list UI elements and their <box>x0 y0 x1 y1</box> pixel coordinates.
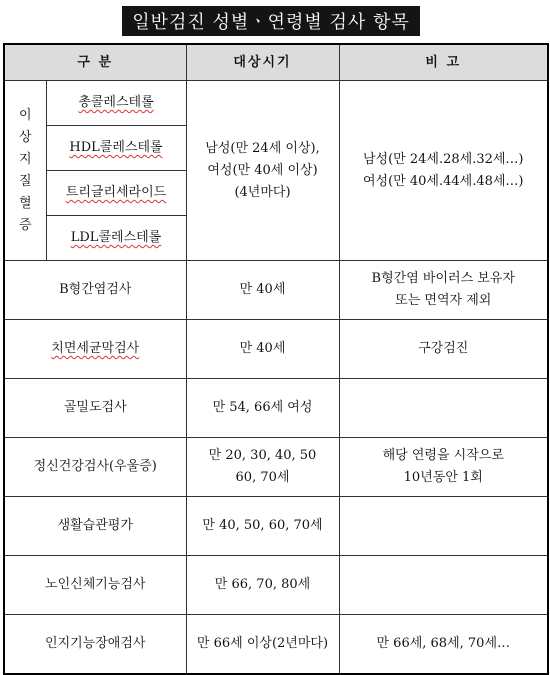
exam-note <box>339 320 548 379</box>
table-row <box>4 261 548 320</box>
group-char: 상 <box>18 129 32 145</box>
target-line: 만 20, 30, 40, 50 <box>208 448 317 463</box>
header-note: 비 고 <box>339 44 548 81</box>
target-line: 만 40세 <box>239 341 286 356</box>
table-row <box>4 438 548 497</box>
target-line: (4년마다) <box>234 184 291 200</box>
target-line: 60, 70세 <box>235 470 290 485</box>
exam-label: 치면세균막검사 <box>51 341 140 356</box>
exam-name: B형간염검사 <box>4 261 186 320</box>
item-label: HDL콜레스테롤 <box>69 140 163 155</box>
page-title: 일반검진 성별ㆍ연령별 검사 항목 <box>122 6 420 36</box>
note-line: 남성(만 24세.28세.32세…) <box>362 151 524 167</box>
header-target: 대상시기 <box>186 44 339 81</box>
checkup-table <box>3 43 549 675</box>
note-line: 또는 면역자 제외 <box>395 293 492 308</box>
target-line: 만 40, 50, 60, 70세 <box>202 518 323 533</box>
exam-name: 인지기능장애검사 <box>4 615 186 674</box>
group-char: 지 <box>18 151 32 167</box>
exam-target <box>186 320 339 379</box>
exam-name: 골밀도검사 <box>4 379 186 438</box>
table-row <box>4 320 548 379</box>
group-char: 이 <box>18 107 32 123</box>
dyslipidemia-group-label <box>4 81 46 261</box>
group-char: 혈 <box>18 195 32 211</box>
table-row <box>4 615 548 674</box>
exam-target <box>186 556 339 615</box>
exam-target <box>186 379 339 438</box>
exam-name <box>4 320 186 379</box>
item-name <box>46 216 186 261</box>
table-row <box>4 497 548 556</box>
target-line: 만 66세 이상(2년마다) <box>196 635 329 651</box>
exam-target <box>186 615 339 674</box>
header-category: 구 분 <box>4 44 186 81</box>
exam-target <box>186 438 339 497</box>
exam-name: 정신건강검사(우울증) <box>4 438 186 497</box>
item-name <box>46 171 186 216</box>
table-row <box>4 379 548 438</box>
note-line: 해당 연령을 시작으로 <box>382 448 504 463</box>
note-line: 여성(만 40세.44세.48세…) <box>362 173 524 189</box>
exam-target <box>186 497 339 556</box>
dyslipidemia-target <box>186 81 339 261</box>
item-label: 트리글리세라이드 <box>65 185 167 200</box>
item-name <box>46 126 186 171</box>
note-line: 만 66세, 68세, 70세… <box>376 635 511 651</box>
exam-name: 노인신체기능검사 <box>4 556 186 615</box>
item-name <box>46 81 186 126</box>
exam-note <box>339 497 548 556</box>
group-char: 증 <box>18 217 32 233</box>
note-line: 구강검진 <box>418 341 469 356</box>
table-row <box>4 556 548 615</box>
exam-name: 생활습관평가 <box>4 497 186 556</box>
exam-note <box>339 556 548 615</box>
target-line: 만 66, 70, 80세 <box>214 577 311 592</box>
dyslipidemia-note <box>339 81 548 261</box>
item-label: LDL콜레스테롤 <box>70 230 162 245</box>
target-line: 여성(만 40세 이상) <box>207 162 318 178</box>
target-line: 남성(만 24세 이상), <box>205 140 320 156</box>
target-line: 만 40세 <box>239 282 286 297</box>
table-row <box>4 81 548 126</box>
note-line: B형간염 바이러스 보유자 <box>371 271 515 286</box>
exam-target <box>186 261 339 320</box>
exam-note <box>339 379 548 438</box>
note-line: 10년동안 1회 <box>403 470 483 485</box>
exam-note <box>339 438 548 497</box>
exam-note <box>339 615 548 674</box>
exam-note <box>339 261 548 320</box>
item-label: 총콜레스테롤 <box>78 95 154 110</box>
header-row <box>4 44 548 81</box>
group-char: 질 <box>18 173 32 189</box>
target-line: 만 54, 66세 여성 <box>212 400 313 415</box>
